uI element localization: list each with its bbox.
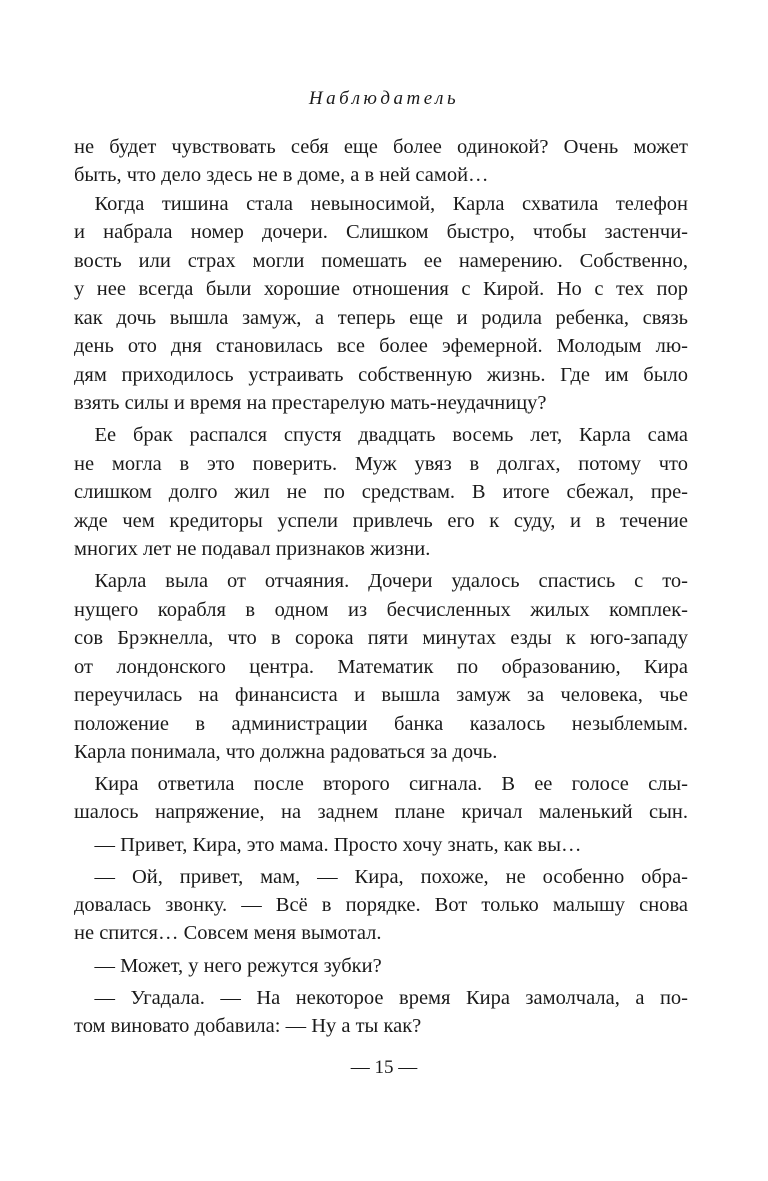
text-line: у нее всегда были хорошие отношения с Кирой. Но с тех пор: [74, 278, 688, 300]
text-line: сов Брэкнелла, что в сорока пяти минутах езды к юго-западу: [74, 627, 688, 649]
text-line: жде чем кредиторы успели привлечь его к суду, и в течение: [74, 510, 688, 532]
text-line: Кира ответила после второго сигнала. В ее голосе слы-: [74, 773, 688, 795]
text-line: слишком долго жил не по средствам. В итоге сбежал, пре-: [74, 481, 688, 503]
text-line: переучилась на финансиста и вышла замуж за человека, чье: [74, 684, 688, 706]
text-line: нущего корабля в одном из бесчисленных жилых комплек-: [74, 599, 688, 621]
text-line: день ото дня становилась все более эфемерной. Молодым лю-: [74, 335, 688, 357]
text-line: шалось напряжение, на заднем плане кричал маленький сын.: [74, 801, 688, 823]
dialogue-line: — Привет, Кира, это мама. Просто хочу знать, как вы…: [74, 834, 582, 856]
dialogue-line: — Ой, привет, мам, — Кира, похоже, не особенно обра-: [74, 866, 688, 888]
dialogue-line: — Может, у него режутся зубки?: [74, 955, 382, 977]
text-line: Когда тишина стала невыносимой, Карла схватила телефон: [74, 193, 688, 215]
text-line: не будет чувствовать себя еще более одинокой? Очень может: [74, 136, 688, 158]
text-line: быть, что дело здесь не в доме, а в ней самой…: [74, 164, 489, 186]
text-line: Карла выла от отчаяния. Дочери удалось спастись с то-: [74, 570, 688, 592]
text-line: дям приходилось устраивать собственную жизнь. Где им было: [74, 364, 688, 386]
text-line: от лондонского центра. Математик по образованию, Кира: [74, 656, 688, 678]
text-line: не спится… Совсем меня вымотал.: [74, 922, 382, 944]
text-line: том виновато добавила: — Ну а ты как?: [74, 1015, 422, 1037]
text-line: положение в администрации банка казалось незыблемым.: [74, 713, 688, 735]
text-line: и набрала номер дочери. Слишком быстро, чтобы застенчи-: [74, 221, 688, 243]
text-line: Карла понимала, что должна радоваться за дочь.: [74, 741, 498, 763]
text-line: не могла в это поверить. Муж увяз в долгах, потому что: [74, 453, 688, 475]
text-line: довалась звонку. — Всё в порядке. Вот только малышу снова: [74, 894, 688, 916]
text-line: Ее брак распался спустя двадцать восемь лет, Карла сама: [74, 424, 688, 446]
text-line: вость или страх могли помешать ее намерению. Собственно,: [74, 250, 688, 272]
text-line: как дочь вышла замуж, а теперь еще и родила ребенка, связь: [74, 307, 688, 329]
dialogue-line: — Угадала. — На некоторое время Кира замолчала, а по-: [74, 987, 688, 1009]
page-number: — 15 —: [350, 1057, 418, 1078]
running-head: Наблюдатель: [308, 88, 460, 109]
text-line: взять силы и время на престарелую мать-неудачницу?: [74, 392, 547, 414]
text-line: многих лет не подавал признаков жизни.: [74, 538, 431, 560]
